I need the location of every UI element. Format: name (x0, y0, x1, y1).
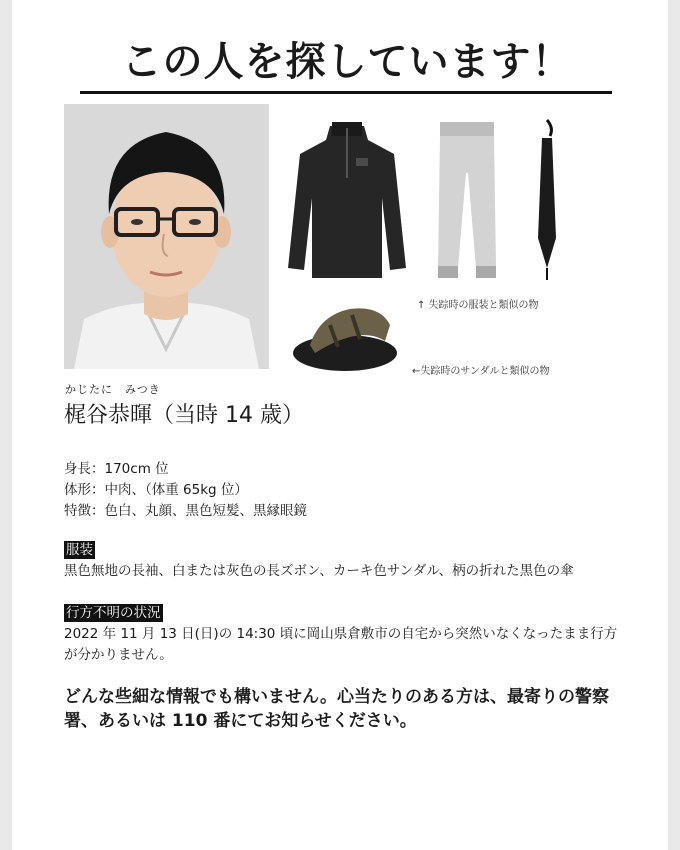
umbrella-image (532, 118, 562, 283)
sandal-image (290, 295, 400, 375)
clothing-heading: 服装 (66, 542, 93, 558)
clothes-caption: ↑ 失踪時の服装と類似の物 (417, 300, 539, 311)
features-line: 特徴：色白、丸顔、黒色短髪、黒縁眼鏡 (64, 503, 307, 519)
situation-text: 2022 年 11 月 13 日(日)の 14:30 頃に岡山県倉敷市の自宅から突然いなくなったまま行方が分かりません。 (64, 626, 618, 663)
title-underline (80, 91, 612, 94)
closing-appeal: どんな些細な情報でも構いません。心当たりのある方は、最寄りの警察署、あるいは 110 番にてお知らせください。 (64, 687, 610, 731)
poster-title: この人を探しています！ (121, 39, 573, 85)
clothing-text: 黒色無地の長袖、白または灰色の長ズボン、カーキ色サンダル、柄の折れた黒色の傘 (64, 563, 574, 579)
situation-heading: 行方不明の状況 (66, 605, 161, 621)
pants-image (432, 118, 502, 283)
person-photo (64, 104, 269, 369)
poster-sheet (12, 0, 668, 850)
person-name: 梶谷恭暉（当時 14 歳） (64, 403, 304, 428)
sandal-caption: ←失踪時のサンダルと類似の物 (412, 366, 550, 377)
name-furigana: かじたに みつき (65, 383, 161, 396)
height-line: 身長：170cm 位 (64, 461, 169, 477)
jacket-image (282, 118, 412, 283)
build-line: 体形：中肉、（体重 65kg 位） (64, 482, 248, 498)
